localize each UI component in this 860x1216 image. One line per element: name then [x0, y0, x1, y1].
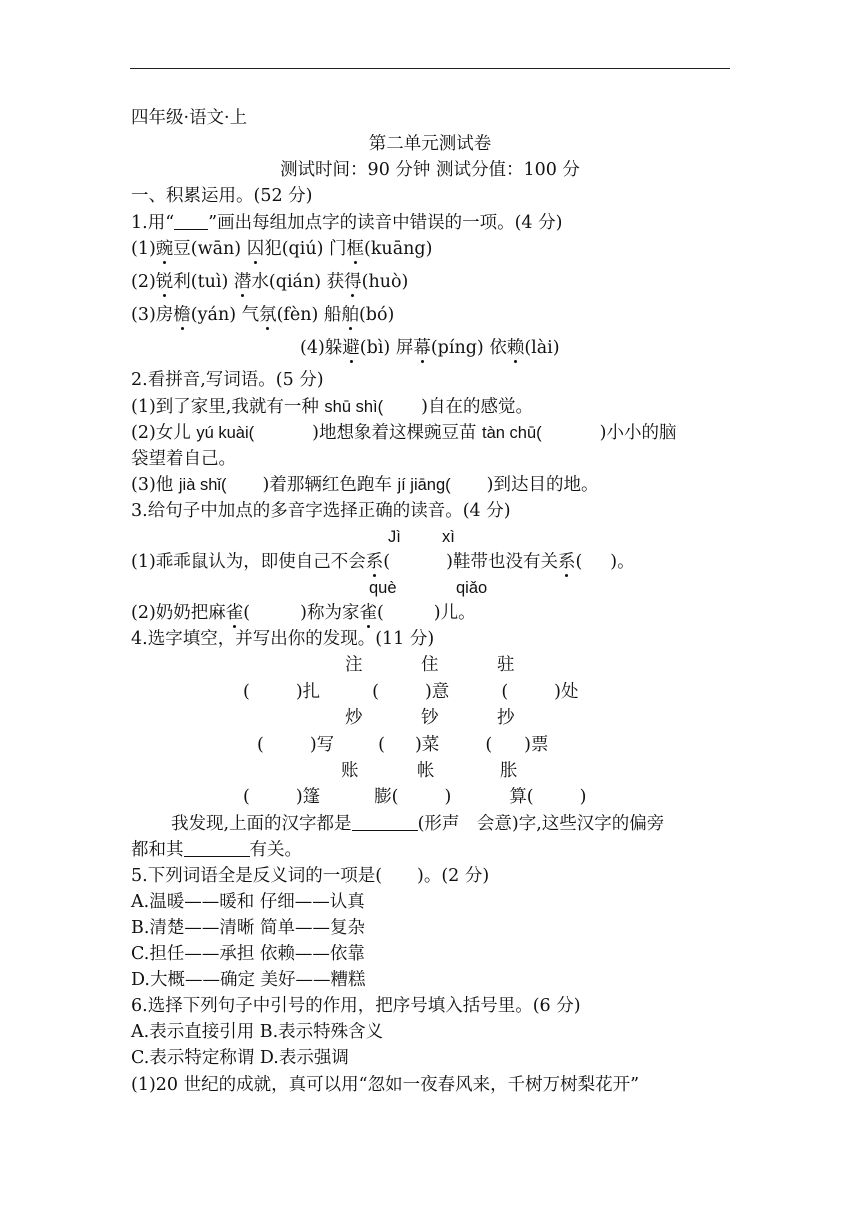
blank-row-2: ( )写 ( )菜 ( )票: [257, 735, 549, 755]
question-5-option-c: C.担任——承担 依赖——依靠: [131, 944, 365, 964]
question-1-group-3: (3)房檐(yán) 气氛(fèn) 船舶(bó): [131, 305, 395, 325]
char-choice-zhu-3: 驻: [497, 655, 515, 675]
question-2-item-1: (1)到了家里,我就有一种 shū shì( )自在的感觉。: [131, 397, 533, 417]
finding-blank-1: [352, 813, 418, 831]
finding-line-1: 我发现,上面的汉字都是 (形声 会意)字,这些汉字的偏旁: [171, 814, 665, 834]
question-6-options-1: A.表示直接引用 B.表示特殊含义: [131, 1022, 384, 1042]
question-2-item-2-cont: 袋望着自己。: [131, 449, 236, 469]
section-heading: 一、积累运用。(52 分): [131, 186, 313, 206]
char-choice-chao-2: 钞: [421, 708, 439, 728]
grade-subject-label: 四年级·语文·上: [131, 108, 248, 128]
question-3-sentence-2: (2)奶奶把麻雀( )称为家雀( )儿。: [131, 603, 476, 623]
question-4-stem: 4.选字填空，并写出你的发现。(11 分): [131, 629, 435, 649]
question-2-item-2: (2)女儿 yú kuài( )地想象着这棵豌豆苗 tàn chū( )小小的脑: [131, 423, 677, 443]
question-5-stem: 5.下列词语全是反义词的一项是( )。(2 分): [131, 866, 490, 886]
pinyin-option-2a: què: [369, 579, 397, 597]
char-choice-zhang-3: 胀: [500, 761, 518, 781]
finding-line-2: 都和其 有关。: [131, 840, 302, 860]
question-3-stem: 3.给句子中加点的多音字选择正确的读音。(4 分): [131, 501, 511, 521]
test-info: 测试时间：90 分钟 测试分值：100 分: [280, 160, 580, 180]
question-6-options-2: C.表示特定称谓 D.表示强调: [131, 1048, 349, 1068]
char-choice-zhu-1: 注: [345, 655, 363, 675]
page-title: 第二单元测试卷: [368, 134, 492, 154]
question-5-option-d: D.大概——确定 美好——糟糕: [131, 970, 366, 990]
finding-blank-2: [184, 839, 250, 857]
pinyin-option-1a: Jì: [388, 528, 401, 546]
question-1-stem: 1.用“ ”画出每组加点字的读音中错误的一项。(4 分): [131, 213, 563, 233]
question-1-group-4: (4)躲避(bì) 屏幕(píng) 依赖(lài): [300, 338, 560, 358]
question-5-option-b: B.清楚——清晰 简单——复杂: [131, 918, 365, 938]
char-choice-chao-3: 抄: [497, 708, 515, 728]
question-1-group-2: (2)锐利(tuì) 潜水(qián) 获得(huò): [131, 272, 409, 292]
header-rule: [130, 68, 730, 69]
question-2-stem: 2.看拼音,写词语。(5 分): [131, 370, 324, 390]
question-5-option-a: A.温暖——暖和 仔细——认真: [131, 892, 365, 912]
blank-row-1: ( )扎 ( )意 ( )处: [243, 682, 579, 702]
char-choice-zhu-2: 住: [421, 655, 439, 675]
question-1-group-1: (1)豌豆(wān) 囚犯(qiú) 门框(kuāng): [131, 239, 433, 259]
question-6-stem: 6.选择下列句子中引号的作用，把序号填入括号里。(6 分): [131, 996, 581, 1016]
question-3-sentence-1: (1)乖乖鼠认为，即使自己不会系( )鞋带也没有关系( )。: [131, 552, 635, 572]
char-choice-chao-1: 炒: [345, 708, 363, 728]
pinyin-option-2b: qiǎo: [456, 579, 488, 597]
question-2-item-3: (3)他 jià shǐ( )着那辆红色跑车 jí jiāng( )到达目的地。: [131, 475, 599, 495]
question-6-sentence-1: (1)20 世纪的成就，真可以用“忽如一夜春风来，千树万树梨花开”: [131, 1075, 640, 1095]
pinyin-option-1b: xì: [442, 528, 455, 546]
char-choice-zhang-2: 帐: [417, 761, 435, 781]
underline-sample: [174, 212, 208, 230]
blank-row-3: ( )篷 膨( ) 算( ): [243, 787, 587, 807]
char-choice-zhang-1: 账: [341, 761, 359, 781]
